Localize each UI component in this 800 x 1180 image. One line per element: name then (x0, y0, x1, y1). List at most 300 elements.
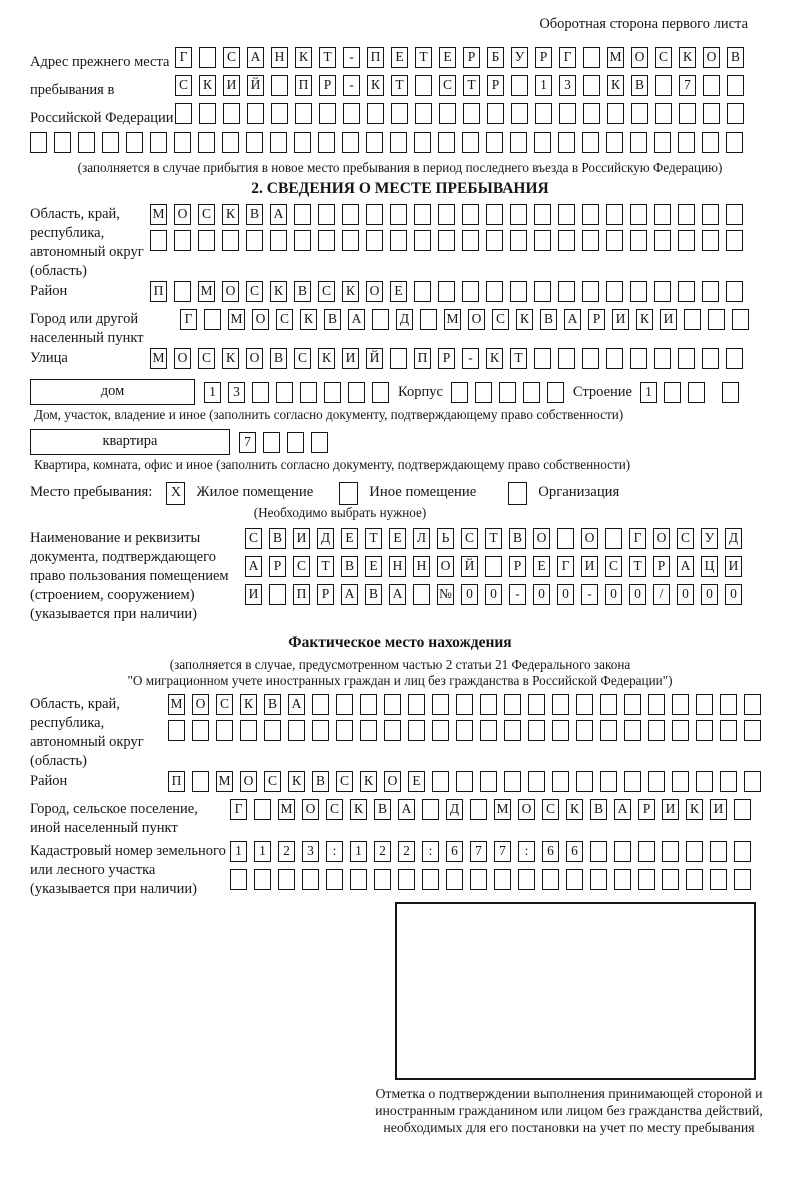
factual-oblast-row-1 (168, 694, 768, 715)
char-cell (271, 75, 288, 96)
char-cell (696, 694, 713, 715)
char-cell: 0 (485, 584, 502, 605)
char-cell (422, 799, 439, 820)
char-cell: С (198, 204, 215, 225)
char-cell (583, 103, 600, 124)
char-cell: 2 (278, 841, 295, 862)
char-cell (390, 348, 407, 369)
char-cell: Р (535, 47, 552, 68)
char-cell (664, 382, 681, 403)
char-cell (655, 75, 672, 96)
char-cell (523, 382, 540, 403)
doc-label: Наименование и реквизиты документа, подтверждающего право пользования помещением (строением, сооружением) (указывается при наличии) (30, 530, 229, 622)
section2-title: 2. СВЕДЕНИЯ О МЕСТЕ ПРЕБЫВАНИЯ (251, 180, 549, 197)
factual-note-1: (заполняется в случае, предусмотренном частью 2 статьи 21 Федерального закона (169, 657, 631, 672)
char-cell: 6 (446, 841, 463, 862)
char-cell: Г (230, 799, 247, 820)
char-cell: И (710, 799, 727, 820)
char-cell (486, 204, 503, 225)
char-cell: П (295, 75, 312, 96)
char-cell: Ь (437, 528, 454, 549)
char-cell (654, 204, 671, 225)
char-cell (606, 204, 623, 225)
char-cell (270, 132, 287, 153)
korpus-label: Корпус (398, 383, 443, 400)
kvartira-box-label: квартира (30, 429, 230, 455)
char-cell (198, 132, 215, 153)
char-cell (271, 103, 288, 124)
char-cell: О (366, 281, 383, 302)
char-cell: О (192, 694, 209, 715)
char-cell (312, 694, 329, 715)
char-cell: М (198, 281, 215, 302)
option-zhiloe-label: Жилое помещение (196, 483, 314, 500)
char-cell (696, 771, 713, 792)
char-cell (606, 281, 623, 302)
char-cell (678, 230, 695, 251)
char-cell (438, 281, 455, 302)
char-cell (456, 720, 473, 741)
char-cell: К (367, 75, 384, 96)
factual-oblast-label: Область, край, республика, автономный округ (область) (30, 696, 144, 769)
char-cell (336, 694, 353, 715)
char-cell (413, 584, 430, 605)
prev-address-row-2 (175, 75, 751, 96)
char-cell (342, 204, 359, 225)
char-cell: С (276, 309, 293, 330)
char-cell (372, 382, 389, 403)
char-cell (294, 132, 311, 153)
char-cell (216, 720, 233, 741)
char-cell: Е (341, 528, 358, 549)
char-cell: Г (557, 556, 574, 577)
char-cell: Р (487, 75, 504, 96)
char-cell: 1 (204, 382, 221, 403)
char-cell (415, 75, 432, 96)
char-cell (438, 230, 455, 251)
char-cell (686, 869, 703, 890)
char-cell: : (518, 841, 535, 862)
char-cell (439, 103, 456, 124)
dom-note: Дом, участок, владение и иное (заполнить согласно документу, подтверждающему право собственности) (34, 407, 624, 422)
char-cell (504, 720, 521, 741)
char-cell (384, 694, 401, 715)
char-cell: С (294, 348, 311, 369)
char-cell (475, 382, 492, 403)
factual-oblast-rows (168, 694, 768, 746)
char-cell (414, 281, 431, 302)
char-cell: К (199, 75, 216, 96)
stamp-note: Отметка о подтверждении выполнения принимающей стороной и иностранным гражданином или лицом без гражданства действий, необходимых для его постановки на учет по месту пребывания (375, 1086, 763, 1135)
char-cell: А (341, 584, 358, 605)
char-cell: Р (588, 309, 605, 330)
char-cell (654, 348, 671, 369)
kadastr-field (30, 841, 770, 899)
char-cell: 1 (230, 841, 247, 862)
char-cell (204, 309, 221, 330)
char-cell: В (270, 348, 287, 369)
char-cell (451, 382, 468, 403)
char-cell: Т (391, 75, 408, 96)
char-cell (648, 694, 665, 715)
char-cell (606, 348, 623, 369)
char-cell (734, 799, 751, 820)
oblast-row-1 (150, 204, 750, 225)
checkbox-zhiloe[interactable] (166, 482, 185, 503)
char-cell (638, 869, 655, 890)
char-cell (624, 720, 641, 741)
char-cell (726, 132, 743, 153)
char-cell: В (341, 556, 358, 577)
char-cell (326, 869, 343, 890)
oblast-label: Область, край, республика, автономный округ (область) (30, 206, 144, 279)
char-cell: И (725, 556, 742, 577)
char-cell: № (437, 584, 454, 605)
char-cell: 1 (350, 841, 367, 862)
char-cell: М (494, 799, 511, 820)
char-cell (534, 204, 551, 225)
char-cell (710, 841, 727, 862)
char-cell: - (462, 348, 479, 369)
char-cell (630, 204, 647, 225)
char-cell: К (318, 348, 335, 369)
char-cell (528, 720, 545, 741)
char-cell: О (174, 204, 191, 225)
char-cell: О (246, 348, 263, 369)
char-cell (552, 771, 569, 792)
char-cell (678, 348, 695, 369)
gorod-label: Город или другой населенный пункт (30, 311, 144, 346)
char-cell: Р (269, 556, 286, 577)
char-cell (295, 103, 312, 124)
char-cell (534, 348, 551, 369)
char-cell: С (677, 528, 694, 549)
char-cell: П (367, 47, 384, 68)
char-cell (319, 103, 336, 124)
char-cell[interactable] (339, 482, 358, 505)
char-cell: С (216, 694, 233, 715)
char-cell (485, 556, 502, 577)
char-cell (547, 382, 564, 403)
char-cell (438, 132, 455, 153)
char-cell (192, 771, 209, 792)
char-cell (366, 230, 383, 251)
char-cell (654, 230, 671, 251)
char-cell (558, 204, 575, 225)
char-cell (662, 869, 679, 890)
oblast-row-2 (150, 230, 750, 251)
char-cell: А (245, 556, 262, 577)
oblast-rows (150, 204, 750, 256)
stamp-box (395, 902, 756, 1080)
char-cell: О (437, 556, 454, 577)
char-cell (703, 103, 720, 124)
char-cell: 1 (254, 841, 271, 862)
char-cell (462, 281, 479, 302)
gorod-field (30, 309, 770, 348)
prev-address-label: Адрес прежнего места пребывания в Российской Федерации (30, 54, 174, 126)
char-cell (648, 720, 665, 741)
char-cell (600, 771, 617, 792)
char-cell: - (581, 584, 598, 605)
char-cell: Н (413, 556, 430, 577)
char-cell: О (631, 47, 648, 68)
kvartira-row (30, 428, 770, 456)
char-cell (366, 132, 383, 153)
char-cell: О (518, 799, 535, 820)
char-cell[interactable]: X (166, 482, 185, 505)
char-cell (504, 771, 521, 792)
char-cell (390, 132, 407, 153)
char-cell: Р (638, 799, 655, 820)
kvartira-cells (239, 432, 335, 453)
char-cell (438, 204, 455, 225)
char-cell: Р (509, 556, 526, 577)
char-cell (722, 382, 739, 403)
doc-row-2 (245, 556, 749, 577)
char-cell (566, 869, 583, 890)
char-cell (350, 869, 367, 890)
char-cell (605, 528, 622, 549)
char-cell (624, 694, 641, 715)
char-cell (726, 348, 743, 369)
char-cell (672, 694, 689, 715)
char-cell: С (245, 528, 262, 549)
char-cell (414, 204, 431, 225)
char-cell (390, 204, 407, 225)
char-cell: Т (629, 556, 646, 577)
char-cell: И (342, 348, 359, 369)
char-cell: - (509, 584, 526, 605)
char-cell: : (422, 841, 439, 862)
char-cell (582, 281, 599, 302)
doc-row-3 (245, 584, 749, 605)
char-cell (600, 694, 617, 715)
checkbox-organizatsiya[interactable] (508, 482, 527, 503)
char-cell: О (302, 799, 319, 820)
char-cell (264, 720, 281, 741)
ulitsa-row (150, 348, 750, 369)
char-cell: Г (629, 528, 646, 549)
char-cell (582, 204, 599, 225)
char-cell (456, 771, 473, 792)
factual-oblast-row-2 (168, 720, 768, 741)
char-cell: А (270, 204, 287, 225)
char-cell: С (264, 771, 281, 792)
char-cell: О (581, 528, 598, 549)
char-cell (432, 771, 449, 792)
char-cell (606, 230, 623, 251)
char-cell (246, 230, 263, 251)
char-cell: О (252, 309, 269, 330)
char-cell (150, 230, 167, 251)
doc-rows (245, 528, 749, 612)
char-cell: С (439, 75, 456, 96)
char-cell (552, 694, 569, 715)
char-cell (678, 132, 695, 153)
char-cell (624, 771, 641, 792)
char-cell (557, 528, 574, 549)
char-cell: Г (175, 47, 192, 68)
char-cell: Д (396, 309, 413, 330)
char-cell: 3 (302, 841, 319, 862)
gorod-row (180, 309, 756, 330)
char-cell: К (222, 204, 239, 225)
char-cell: О (533, 528, 550, 549)
char-cell (710, 869, 727, 890)
factual-title: Фактическое место нахождения (288, 634, 512, 651)
char-cell: Й (366, 348, 383, 369)
char-cell: Н (271, 47, 288, 68)
prev-address-row-1 (175, 47, 751, 68)
factual-rayon-field (30, 771, 770, 799)
dom-box-label: дом (30, 379, 195, 405)
char-cell: С (336, 771, 353, 792)
char-cell: 0 (557, 584, 574, 605)
char-cell (415, 103, 432, 124)
char-cell (374, 869, 391, 890)
char-cell (223, 103, 240, 124)
factual-rayon-label: Район (30, 773, 68, 789)
char-cell (294, 204, 311, 225)
char-cell (576, 771, 593, 792)
char-cell (654, 281, 671, 302)
char-cell (552, 720, 569, 741)
char-cell (630, 348, 647, 369)
char-cell: 0 (533, 584, 550, 605)
char-cell (391, 103, 408, 124)
char-cell (559, 103, 576, 124)
char-cell: 0 (701, 584, 718, 605)
char-cell (192, 720, 209, 741)
char-cell: Е (365, 556, 382, 577)
char-cell: 1 (640, 382, 657, 403)
char-cell (499, 382, 516, 403)
char-cell (398, 869, 415, 890)
char-cell: В (590, 799, 607, 820)
char-cell (630, 230, 647, 251)
factual-rayon-row (168, 771, 768, 792)
char-cell: В (294, 281, 311, 302)
prev-address-field (30, 47, 770, 132)
char-cell: А (614, 799, 631, 820)
char-cell: К (360, 771, 377, 792)
char-cell: К (295, 47, 312, 68)
char-cell: В (264, 694, 281, 715)
char-cell: Д (725, 528, 742, 549)
char-cell: Ц (701, 556, 718, 577)
char-cell (408, 694, 425, 715)
char-cell: В (312, 771, 329, 792)
char-cell (684, 309, 701, 330)
char-cell: П (293, 584, 310, 605)
stroenie-cells (640, 382, 746, 403)
char-cell (420, 309, 437, 330)
char-cell (276, 382, 293, 403)
char-cell (703, 75, 720, 96)
char-cell: Т (365, 528, 382, 549)
char-cell: Л (413, 528, 430, 549)
char-cell[interactable] (508, 482, 527, 505)
char-cell (360, 694, 377, 715)
char-cell (734, 869, 751, 890)
char-cell: 7 (494, 841, 511, 862)
char-cell (246, 132, 263, 153)
char-cell (175, 103, 192, 124)
char-cell (263, 432, 280, 453)
char-cell: 6 (566, 841, 583, 862)
char-cell (583, 75, 600, 96)
char-cell (288, 720, 305, 741)
char-cell (732, 309, 749, 330)
char-cell (726, 281, 743, 302)
char-cell: В (374, 799, 391, 820)
char-cell: К (342, 281, 359, 302)
char-cell: Т (415, 47, 432, 68)
char-cell (390, 230, 407, 251)
char-cell: К (486, 348, 503, 369)
char-cell: М (150, 204, 167, 225)
char-cell (247, 103, 264, 124)
char-cell (78, 132, 95, 153)
char-cell: С (492, 309, 509, 330)
char-cell: К (516, 309, 533, 330)
char-cell (342, 132, 359, 153)
char-cell: В (269, 528, 286, 549)
char-cell (480, 694, 497, 715)
char-cell: 2 (398, 841, 415, 862)
char-cell (744, 771, 761, 792)
char-cell: А (348, 309, 365, 330)
char-cell: И (612, 309, 629, 330)
char-cell (662, 841, 679, 862)
char-cell: М (150, 348, 167, 369)
char-cell (614, 841, 631, 862)
char-cell (582, 348, 599, 369)
char-cell (606, 132, 623, 153)
checkbox-inoe[interactable] (339, 482, 358, 503)
char-cell (734, 841, 751, 862)
char-cell (414, 132, 431, 153)
char-cell (686, 841, 703, 862)
char-cell: 0 (605, 584, 622, 605)
char-cell: О (240, 771, 257, 792)
char-cell (590, 841, 607, 862)
char-cell: К (288, 771, 305, 792)
char-cell (480, 720, 497, 741)
char-cell: В (540, 309, 557, 330)
char-cell (486, 230, 503, 251)
char-cell: 0 (725, 584, 742, 605)
char-cell: С (605, 556, 622, 577)
prev-address-row-4 (30, 132, 770, 153)
char-cell: Т (485, 528, 502, 549)
char-cell (174, 230, 191, 251)
dom-row (30, 378, 770, 406)
char-cell (696, 720, 713, 741)
char-cell: А (288, 694, 305, 715)
char-cell (342, 230, 359, 251)
char-cell (510, 281, 527, 302)
char-cell: Р (463, 47, 480, 68)
char-cell (150, 132, 167, 153)
char-cell (446, 869, 463, 890)
char-cell (518, 869, 535, 890)
char-cell: В (631, 75, 648, 96)
char-cell: С (198, 348, 215, 369)
char-cell: Т (319, 47, 336, 68)
char-cell: К (607, 75, 624, 96)
